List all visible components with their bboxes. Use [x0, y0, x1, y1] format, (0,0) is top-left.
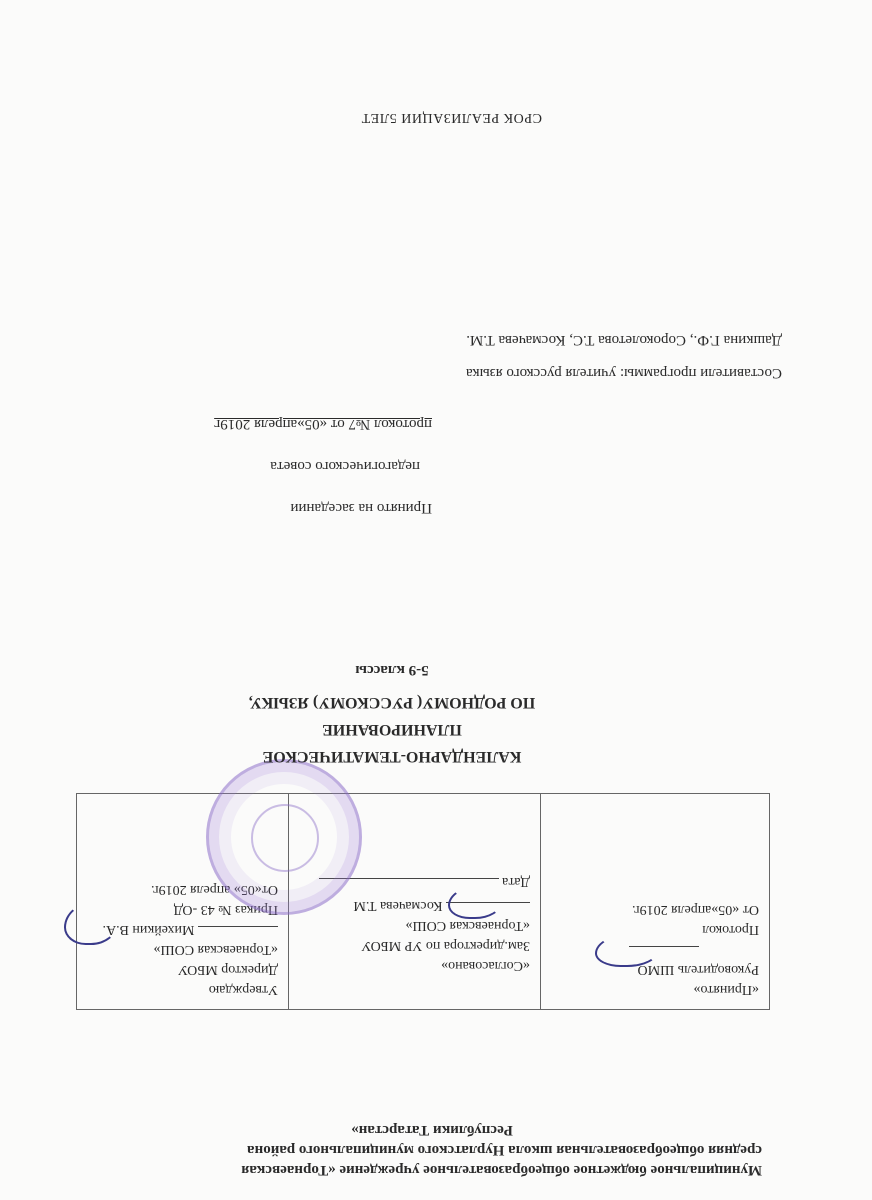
signature-mark — [64, 901, 118, 945]
approval-table — [76, 793, 770, 1010]
approved-school: «Торнаевская СОШ» — [153, 942, 278, 957]
agreed-school: «Торнаевская СОШ» — [405, 918, 530, 933]
school-stamp — [206, 759, 362, 915]
council-line-3: протокол №7 от «05»апреля 2019г — [214, 416, 432, 432]
approved-label: Утверждаю — [208, 982, 278, 997]
approved-role: Директор МБОУ — [178, 962, 278, 977]
authors-line-2: Дашкина Г.Ф., Сороколетова Т.С, Космачева Т.М. — [466, 332, 782, 348]
approved-name: Михейкин В.А. — [102, 922, 195, 937]
header-line-2: средняя общеобразовательная школа Нурлатского муниципального района — [247, 1142, 762, 1158]
council-acceptance — [52, 412, 432, 520]
accepted-date: От «05»апреля 2019г. — [631, 902, 759, 917]
cell-accepted — [540, 794, 769, 1009]
school-header — [102, 1120, 762, 1180]
implementation-term: СРОК РЕАЛИЗАЦИИ 5ЛЕТ — [361, 110, 542, 125]
document-title — [92, 656, 692, 770]
council-line-1: Принято на заседании — [290, 500, 432, 516]
program-authors — [82, 327, 782, 385]
title-line-2: ПЛАНИРОВАНИЕ — [322, 721, 462, 738]
accepted-label: «Принято» — [693, 982, 759, 997]
approved-date: От«05» апреля 2019г. — [150, 882, 278, 897]
agreed-label: «Согласовано» — [441, 958, 530, 973]
approved-order: Приказ № 43 -ОД — [173, 902, 278, 917]
title-classes: 5-9 классы — [355, 662, 429, 678]
council-line-2: педагогического совета — [270, 458, 420, 474]
title-line-1: КАЛЕНДАРНО-ТЕМАТИЧЕСКОЕ — [262, 748, 522, 765]
title-line-3: ПО РОДНОМУ( РУССКОМУ) ЯЗЫКУ, — [248, 694, 536, 711]
header-line-1: Муниципальное бюджетное общеобразовательное учреждение «Торнаевская — [241, 1162, 762, 1178]
authors-line-1: Составители программы: учителя русского языка — [465, 365, 782, 381]
agreed-name: Космачева Т.М — [353, 898, 443, 913]
header-line-3: Республики Татарстан» — [351, 1122, 513, 1138]
accepted-protocol: Протокол — [702, 922, 759, 937]
accepted-role: Руководитель ШМО — [637, 962, 759, 977]
agreed-date-label: Дата — [502, 874, 530, 889]
agreed-role: Зам.директора по УР МБОУ — [361, 938, 530, 953]
